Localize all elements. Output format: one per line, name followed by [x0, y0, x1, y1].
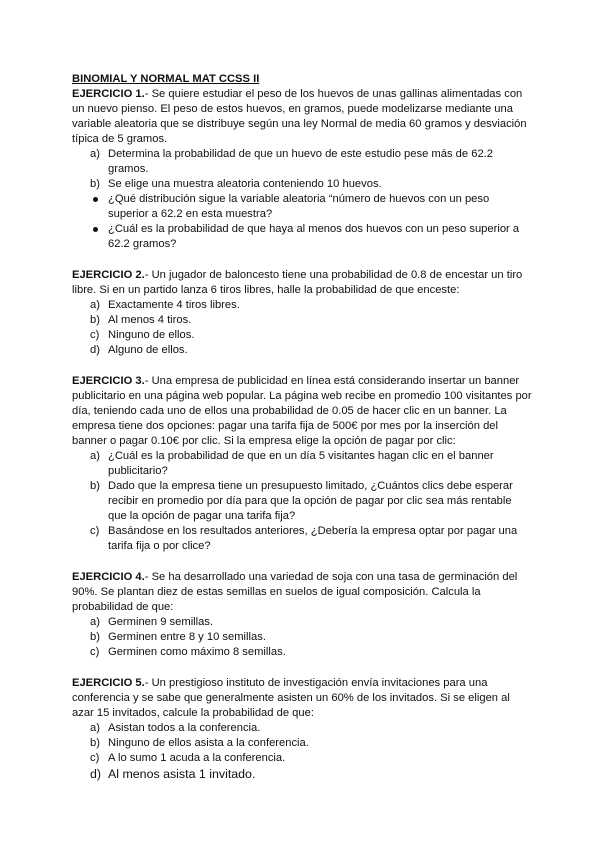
question-list	[72, 615, 532, 660]
item-marker: a)	[90, 450, 100, 462]
item-text: Al menos asista 1 invitado.	[108, 767, 256, 781]
question-item	[72, 766, 532, 782]
item-marker: b)	[90, 631, 100, 643]
exercise-text: - Un jugador de baloncesto tiene una probabilidad de 0.8 de encestar un tiro libre. Si en un partido lanza 6 tiros libres, halle la probabilidad de que enceste:	[72, 269, 523, 296]
question-item	[72, 645, 532, 660]
item-text: Determina la probabilidad de que un huevo de este estudio pese más de 62.2 gramos.	[108, 148, 493, 175]
question-item	[72, 630, 532, 645]
item-marker: c)	[90, 752, 100, 764]
item-text: Ninguno de ellos asista a la conferencia.	[108, 737, 309, 749]
item-marker: b)	[90, 737, 100, 749]
question-item	[72, 479, 532, 524]
exercise-text: - Una empresa de publicidad en línea está considerando insertar un banner publicitario en una página web popular. La página web recibe en promedio 100 visitantes por día, teniendo cada uno de ellos una probabilidad de 0.05 de hacer clic en un banner. La empresa tiene dos opciones: pagar una tarifa fija de 500€ por mes por la inserción del banner o pagar 0.10€ por clic. Si la empresa elige la opción de pagar por clic:	[72, 375, 532, 447]
bullet-icon	[93, 197, 98, 202]
exercise-label: EJERCICIO 1.	[72, 88, 145, 100]
item-marker: a)	[90, 148, 100, 160]
item-text: Dado que la empresa tiene un presupuesto limitado, ¿Cuántos clics debe esperar recibir en promedio por día para que la opción de pagar por clic sea más rentable que la opción de pagar una tarifa fija?	[108, 480, 513, 522]
exercise-statement	[72, 374, 532, 449]
question-item	[72, 222, 532, 252]
exercise-statement	[72, 87, 532, 147]
exercise-label: EJERCICIO 3.	[72, 375, 145, 387]
question-item	[72, 343, 532, 358]
exercise-text: - Un prestigioso instituto de investigación envía invitaciones para una conferencia y se sabe que generalmente asisten un 60% de los invitados. Si se eligen al azar 15 invitados, calcule la probabilidad de que:	[72, 677, 510, 719]
exercise-statement	[72, 676, 532, 721]
exercise-label: EJERCICIO 2.	[72, 269, 145, 281]
question-item	[72, 615, 532, 630]
item-marker: b)	[90, 314, 100, 326]
item-text: Asistan todos a la conferencia.	[108, 722, 261, 734]
item-marker: c)	[90, 329, 100, 341]
item-text: Al menos 4 tiros.	[108, 314, 192, 326]
item-text: ¿Cuál es la probabilidad de que haya al menos dos huevos con un peso superior a 62.2 gramos?	[108, 223, 520, 250]
item-text: ¿Cuál es la probabilidad de que en un día 5 visitantes hagan clic en el banner publicitario?	[108, 450, 494, 477]
item-marker: a)	[90, 299, 100, 311]
exercise-1	[72, 87, 532, 252]
item-marker: a)	[90, 616, 100, 628]
item-marker: d)	[90, 767, 102, 781]
item-marker: b)	[90, 178, 100, 190]
item-marker: d)	[90, 344, 100, 356]
item-text: Basándose en los resultados anteriores, ¿Debería la empresa optar por pagar una tarifa fija o por clice?	[108, 525, 518, 552]
item-text: Ninguno de ellos.	[108, 329, 195, 341]
exercise-label: EJERCICIO 5.	[72, 677, 145, 689]
exercise-2	[72, 268, 532, 358]
item-text: Alguno de ellos.	[108, 344, 188, 356]
item-marker: c)	[90, 525, 100, 537]
exercise-4	[72, 570, 532, 660]
exercise-text: - Se quiere estudiar el peso de los huevos de unas gallinas alimentadas con un nuevo pienso. El peso de estos huevos, en gramos, puede modelizarse mediante una variable aleatoria que se distribuye según una ley Normal de media 60 gramos y desviación típica de 5 gramos.	[72, 88, 527, 145]
exercise-label: EJERCICIO 4.	[72, 571, 145, 583]
question-list	[72, 147, 532, 252]
item-text: Germinen como máximo 8 semillas.	[108, 646, 286, 658]
document-page	[72, 72, 532, 798]
item-text: Germinen entre 8 y 10 semillas.	[108, 631, 266, 643]
question-item	[72, 328, 532, 343]
item-text: Se elige una muestra aleatoria conteniendo 10 huevos.	[108, 178, 382, 190]
item-text: Exactamente 4 tiros libres.	[108, 299, 240, 311]
question-list	[72, 721, 532, 782]
question-item	[72, 751, 532, 766]
item-marker: a)	[90, 722, 100, 734]
question-list	[72, 449, 532, 554]
document-title: BINOMIAL Y NORMAL MAT CCSS II	[72, 73, 260, 85]
item-text: ¿Qué distribución sigue la variable aleatoria “número de huevos con un peso superior a 62.2 en esta muestra?	[108, 193, 490, 220]
exercise-list	[72, 87, 532, 782]
question-item	[72, 449, 532, 479]
question-item	[72, 147, 532, 177]
question-item	[72, 177, 532, 192]
bullet-icon	[93, 227, 98, 232]
exercise-5	[72, 676, 532, 782]
exercise-text: - Se ha desarrollado una variedad de soja con una tasa de germinación del 90%. Se plantan diez de estas semillas en suelos de igual composición. Calcula la probabilidad de que:	[72, 571, 518, 613]
item-text: A lo sumo 1 acuda a la conferencia.	[108, 752, 286, 764]
question-item	[72, 298, 532, 313]
question-item	[72, 524, 532, 554]
exercise-statement	[72, 268, 532, 298]
question-item	[72, 192, 532, 222]
exercise-statement	[72, 570, 532, 615]
item-text: Germinen 9 semillas.	[108, 616, 214, 628]
question-item	[72, 721, 532, 736]
question-item	[72, 736, 532, 751]
question-item	[72, 313, 532, 328]
item-marker: b)	[90, 480, 100, 492]
item-marker: c)	[90, 646, 100, 658]
question-list	[72, 298, 532, 358]
exercise-3	[72, 374, 532, 554]
